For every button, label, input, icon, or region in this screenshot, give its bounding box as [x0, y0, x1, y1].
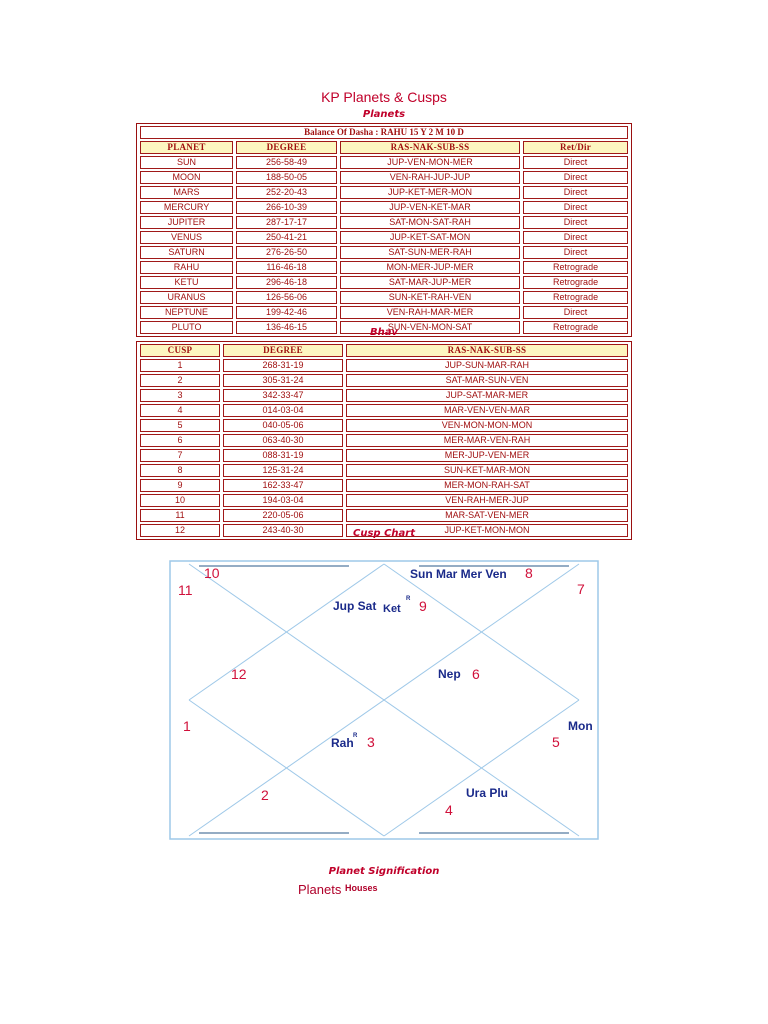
bhav-heading: Bhav	[369, 327, 398, 338]
planets-heading: Planets	[362, 109, 406, 120]
cusp-sub-lord: JUP-SAT-MAR-MER	[346, 389, 628, 402]
house-number-7: 7	[577, 581, 585, 597]
table-row	[140, 306, 628, 319]
planet-degree: 126-56-06	[236, 291, 337, 304]
house-number-10: 10	[204, 565, 220, 581]
planet-sub-lord: JUP-KET-SAT-MON	[340, 231, 520, 244]
cusp-degree: 194-03-04	[223, 494, 343, 507]
planet-name: URANUS	[140, 291, 233, 304]
table-row	[140, 404, 628, 417]
cusp-degree: 088-31-19	[223, 449, 343, 462]
cusp-sub-lord: JUP-SUN-MAR-RAH	[346, 359, 628, 372]
planet-degree: 296-46-18	[236, 276, 337, 289]
planet-name: MERCURY	[140, 201, 233, 214]
cusp-sub-lord: JUP-KET-MON-MON	[346, 524, 628, 537]
cusp-number: 1	[140, 359, 220, 372]
cusp-sub-lord: SAT-MAR-SUN-VEN	[346, 374, 628, 387]
table-row	[140, 359, 628, 372]
planet-direction: Retrograde	[523, 291, 628, 304]
cusp-degree: 342-33-47	[223, 389, 343, 402]
cusp-sub-lord: MER-MAR-VEN-RAH	[346, 434, 628, 447]
table-row	[140, 231, 628, 244]
cusp-number: 10	[140, 494, 220, 507]
retro-mark-ket: R	[406, 596, 411, 602]
table-row	[140, 186, 628, 199]
planet-direction: Direct	[523, 246, 628, 259]
cusp-sub-lord: MER-JUP-VEN-MER	[346, 449, 628, 462]
cusp-number: 2	[140, 374, 220, 387]
planet-direction: Direct	[523, 216, 628, 229]
cusp-number: 12	[140, 524, 220, 537]
planet-sub-lord: JUP-VEN-KET-MAR	[340, 201, 520, 214]
planet-sub-lord: SUN-KET-RAH-VEN	[340, 291, 520, 304]
cusp-chart-heading: Cusp Chart	[353, 528, 415, 539]
cusp-sub-lord: VEN-MON-MON-MON	[346, 419, 628, 432]
table-row	[140, 374, 628, 387]
cusp-degree: 220-05-06	[223, 509, 343, 522]
house-number-4: 4	[445, 802, 453, 818]
table-row	[140, 276, 628, 289]
cusp-degree: 063-40-30	[223, 434, 343, 447]
planet-sub-lord: MON-MER-JUP-MER	[340, 261, 520, 274]
table-row	[140, 419, 628, 432]
cusp-sub-lord: MAR-SAT-VEN-MER	[346, 509, 628, 522]
cusp-chart-svg	[169, 560, 599, 840]
planet-sub-lord: JUP-KET-MER-MON	[340, 186, 520, 199]
table-row	[140, 464, 628, 477]
planets-houses-label	[298, 882, 378, 897]
planet-name: SATURN	[140, 246, 233, 259]
table-row	[140, 171, 628, 184]
cusp-number: 9	[140, 479, 220, 492]
column-header: CUSP	[140, 344, 220, 357]
column-header: PLANET	[140, 141, 233, 154]
planet-signification-heading: Planet Signification	[328, 866, 440, 877]
cusp-number: 7	[140, 449, 220, 462]
table-row	[140, 261, 628, 274]
table-row	[140, 479, 628, 492]
balance-row	[140, 126, 628, 139]
column-header: RAS-NAK-SUB-SS	[346, 344, 628, 357]
table-row	[140, 291, 628, 304]
cusp-header-row	[140, 344, 628, 357]
cusp-sub-lord: VEN-RAH-MER-JUP	[346, 494, 628, 507]
planet-direction: Retrograde	[523, 321, 628, 334]
cusp-number: 6	[140, 434, 220, 447]
planet-sub-lord: SUN-VEN-MON-SAT	[340, 321, 520, 334]
cusp-degree: 305-31-24	[223, 374, 343, 387]
cusp-number: 11	[140, 509, 220, 522]
cusp-sub-lord: MAR-VEN-VEN-MAR	[346, 404, 628, 417]
house-number-1: 1	[183, 718, 191, 734]
table-row	[140, 389, 628, 402]
column-header: Ret/Dir	[523, 141, 628, 154]
planet-name: MOON	[140, 171, 233, 184]
cusp-number: 3	[140, 389, 220, 402]
cusp-sub-lord: MER-MON-RAH-SAT	[346, 479, 628, 492]
cusp-degree: 243-40-30	[223, 524, 343, 537]
table-row	[140, 246, 628, 259]
retro-mark-rah: R	[353, 733, 358, 739]
planet-sub-lord: SAT-SUN-MER-RAH	[340, 246, 520, 259]
planets-house-5: Mon	[568, 719, 593, 733]
planet-name: PLUTO	[140, 321, 233, 334]
planet-direction: Direct	[523, 186, 628, 199]
cusp-number: 8	[140, 464, 220, 477]
planet-direction: Direct	[523, 171, 628, 184]
column-header: DEGREE	[236, 141, 337, 154]
table-row	[140, 449, 628, 462]
planets-house-9-ket: Ket	[383, 603, 401, 615]
planet-degree: 287-17-17	[236, 216, 337, 229]
house-number-9: 9	[419, 598, 427, 614]
cusp-degree: 268-31-19	[223, 359, 343, 372]
house-number-6: 6	[472, 666, 480, 682]
table-row	[140, 434, 628, 447]
planet-name: JUPITER	[140, 216, 233, 229]
cusp-chart	[169, 560, 599, 840]
cusps-table	[136, 341, 632, 540]
column-header: DEGREE	[223, 344, 343, 357]
column-header: RAS-NAK-SUB-SS	[340, 141, 520, 154]
table-row	[140, 201, 628, 214]
planet-degree: 276-26-50	[236, 246, 337, 259]
planet-degree: 250-41-21	[236, 231, 337, 244]
planet-degree: 266-10-39	[236, 201, 337, 214]
houses-label: Houses	[345, 883, 378, 893]
planet-sub-lord: SAT-MON-SAT-RAH	[340, 216, 520, 229]
cusp-number: 5	[140, 419, 220, 432]
planets-label: Planets	[298, 882, 342, 897]
planets-table	[136, 123, 632, 337]
house-number-11: 11	[178, 582, 193, 598]
cusp-degree: 162-33-47	[223, 479, 343, 492]
house-number-12: 12	[231, 666, 247, 682]
planets-house-6: Nep	[438, 667, 461, 681]
planet-name: NEPTUNE	[140, 306, 233, 319]
planets-house-4: Ura Plu	[466, 786, 509, 800]
planet-name: VENUS	[140, 231, 233, 244]
planet-degree: 199-42-46	[236, 306, 337, 319]
cusp-sub-lord: SUN-KET-MAR-MON	[346, 464, 628, 477]
planet-direction: Retrograde	[523, 261, 628, 274]
planets-house-8: Sun Mar Mer Ven	[410, 567, 507, 581]
house-number-2: 2	[261, 787, 269, 803]
planet-degree: 252-20-43	[236, 186, 337, 199]
cusp-degree: 014-03-04	[223, 404, 343, 417]
house-number-3: 3	[367, 734, 375, 750]
planets-house-9: Jup Sat	[333, 599, 377, 613]
planet-sub-lord: JUP-VEN-MON-MER	[340, 156, 520, 169]
planet-degree: 188-50-05	[236, 171, 337, 184]
planet-header-row	[140, 141, 628, 154]
planet-degree: 256-58-49	[236, 156, 337, 169]
cusp-degree: 125-31-24	[223, 464, 343, 477]
planet-direction: Direct	[523, 231, 628, 244]
planet-degree: 136-46-15	[236, 321, 337, 334]
planet-direction: Direct	[523, 156, 628, 169]
page-title: KP Planets & Cusps	[321, 89, 447, 105]
house-number-5: 5	[552, 734, 560, 750]
balance-of-dasha: Balance Of Dasha : RAHU 15 Y 2 M 10 D	[140, 126, 628, 139]
table-row	[140, 216, 628, 229]
planet-direction: Direct	[523, 201, 628, 214]
planet-sub-lord: VEN-RAH-MAR-MER	[340, 306, 520, 319]
table-row	[140, 156, 628, 169]
planet-degree: 116-46-18	[236, 261, 337, 274]
planet-name: MARS	[140, 186, 233, 199]
planet-name: RAHU	[140, 261, 233, 274]
planet-sub-lord: SAT-MAR-JUP-MER	[340, 276, 520, 289]
cusp-degree: 040-05-06	[223, 419, 343, 432]
planet-sub-lord: VEN-RAH-JUP-JUP	[340, 171, 520, 184]
house-number-8: 8	[525, 565, 533, 581]
planet-name: SUN	[140, 156, 233, 169]
cusp-number: 4	[140, 404, 220, 417]
planet-name: KETU	[140, 276, 233, 289]
planet-direction: Retrograde	[523, 276, 628, 289]
table-row	[140, 494, 628, 507]
table-row	[140, 509, 628, 522]
planets-house-3: Rah	[331, 736, 354, 750]
planet-direction: Direct	[523, 306, 628, 319]
